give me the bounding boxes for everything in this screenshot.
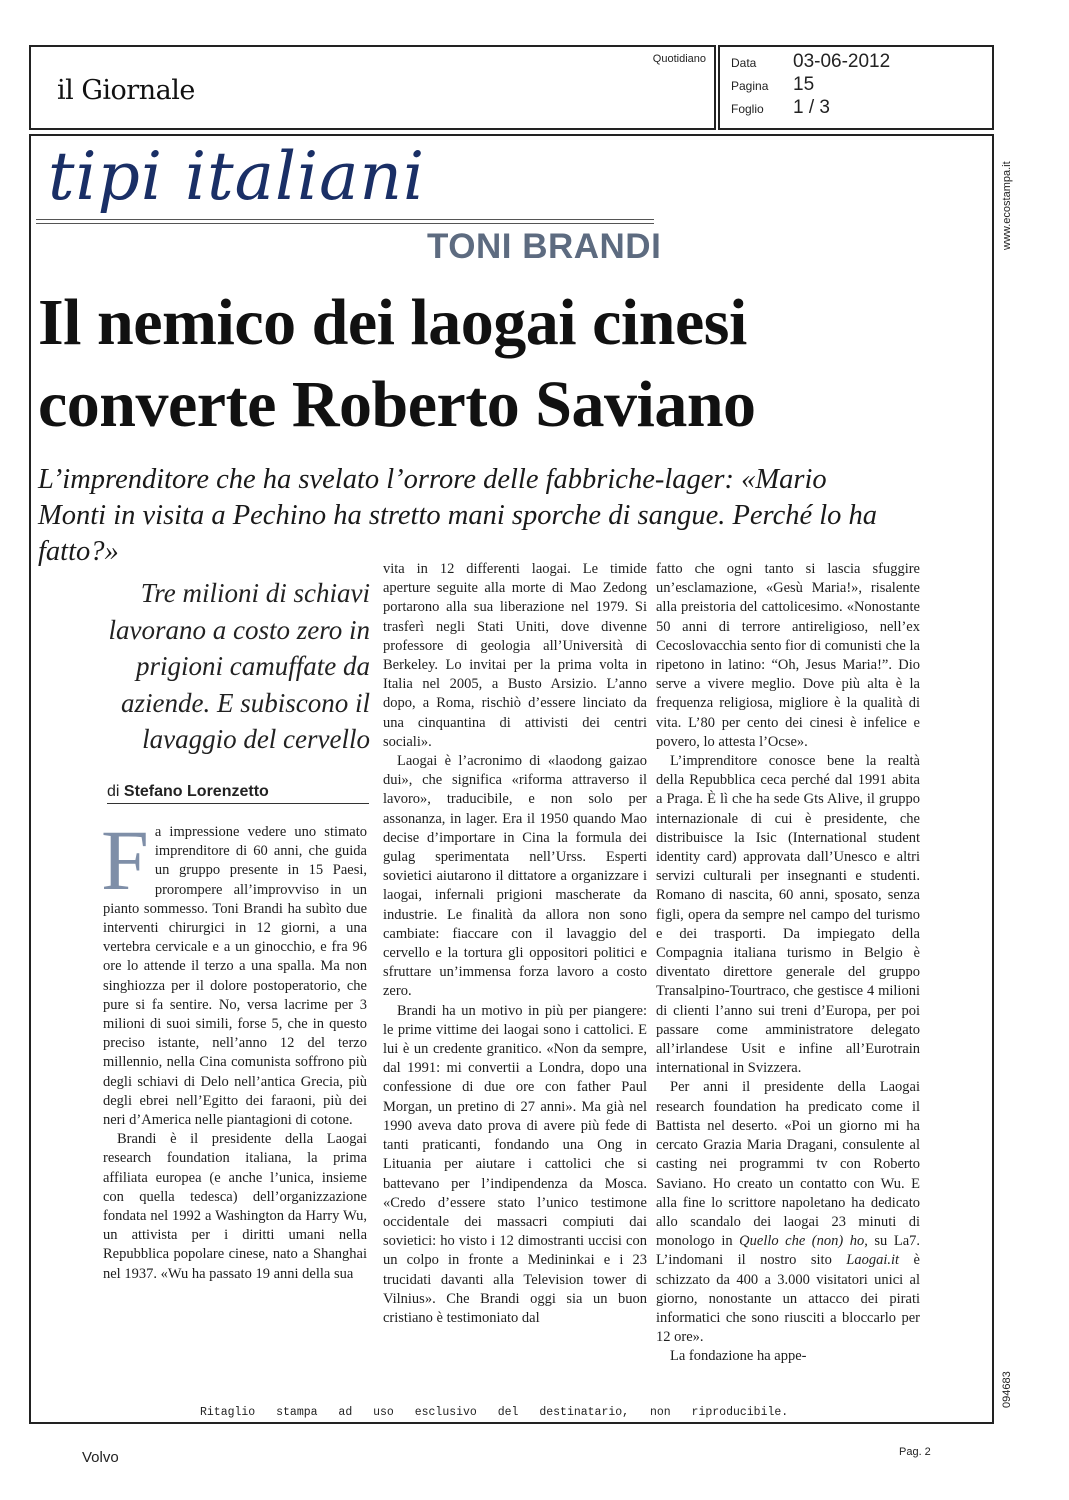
meta-page: [731, 74, 814, 96]
client-name: Volvo: [82, 1449, 119, 1466]
article-subject: TONI BRANDI: [427, 227, 662, 266]
page-value: 15: [793, 74, 815, 95]
paragraph: fatto che ogni tanto si lascia sfuggire un’esclamazione, «Gesù Maria!», risalente alla preistoria del cattolicesimo. «Nonostante 50 anni di terrore antireligioso, nell’ex Cecoslovacchia sento fior di comunisti che la ripetono in latino: “Oh, Jesus Maria!”. Dio serve a vivere meglio. Dove più alta è la frequenza religiosa, migliore è la qualità di vita. L’80 per cento dei cinesi è infelice e povero, lo attesta l’Ocse».: [656, 561, 920, 750]
date-value: 03-06-2012: [793, 51, 891, 72]
byline-author: Stefano Lorenzetto: [123, 783, 269, 800]
side-code: 094683: [1001, 1371, 1013, 1408]
periodicity-label: Quotidiano: [652, 53, 706, 65]
tv-show-title: Quello che (non) ho: [739, 1233, 865, 1250]
headline-line-2: converte Roberto Saviano: [38, 368, 756, 441]
meta-sheet: [731, 97, 830, 119]
kicker-rule-2: [36, 223, 654, 224]
page-label: Pagina: [731, 79, 769, 93]
byline-rule: [107, 803, 369, 804]
drop-cap: F: [101, 812, 149, 908]
text-column-2: [383, 560, 647, 1328]
page-number: Pag. 2: [899, 1446, 931, 1458]
kicker-rule: [36, 219, 654, 220]
paragraph: vita in 12 differenti laogai. Le timide aperture seguite alla morte di Mao Zedong portarono alla sua liberazione nel 1979. Si trasferì negli Stati Uniti, dove divenne professore di geologia all’Università di Berkeley. Lo invitai per la prima volta in Italia nel 2005, a Busto Arsizio. L’anno dopo, a Roma, rischiò d’essere linciato da una cinquantina di attivisti dei centri sociali».: [383, 561, 647, 750]
paragraph: Brandi ha un motivo in più per piangere: le prime vittime dei laogai sono i cattolici. E lui è un credente granitico. «Non da sempre, dal 1991: mi convertii a Londra, dopo una confessione di due ore con father Paul Morgan, un pretino di 27 anni». Ma già nel 1990 aveva dato prova di avere più fede di tanti praticanti, fondando una Ong in Lituania per aiutare i cattolici che si battevano per l’indipendenza da Mosca. «Credo d’essere stato l’unico testimone occidentale dei massacri compiuti dai sovietici: ho visto i 12 dimostranti uccisi con un colpo in fronte a Medininkai e i 23 trucidati davanti alla Television tower di Vilnius». Che Brandi oggi sia un buon cristiano è testimoniato dal: [383, 1002, 647, 1326]
meta-date: [731, 51, 890, 73]
newspaper-masthead: il Giornale: [57, 75, 195, 106]
headline-line-1: Il nemico dei laogai cinesi: [38, 286, 747, 359]
paragraph: Fa impressione vedere uno stimato imprenditore di 60 anni, che guida un gruppo presente in 15 Paesi, prorompere all’improvviso in un pianto sommesso. Toni Brandi ha subìto due interventi chirurgici in 12 giorni, a una vertebra cervicale e a un ginocchio, e fra 96 ore lo attende il terzo a una spalla. Ma non singhiozza per il dolore postoperatorio, che pure si fa sentire. No, versa lacrime per 3 milioni di suoi simili, forse 5, che in questo preciso istante, nell’anno 12 del terzo millennio, nella Cina comunista soffrono più degli schiavi di Delo nell’antica Grecia, più degli ebrei nell’Egitto dei faraoni, più dei neri d’America nelle piantagioni di cotone.: [101, 812, 367, 1129]
pull-quote: Tre milioni di schiavi lavorano a costo zero in prigioni camuffate da aziende. E subiscono il lavaggio del cervello: [108, 578, 370, 754]
paragraph: Brandi è il presidente della Laogai research foundation italiana, la prima affiliata europea (e anche l’unica, insieme con quella tedesca) dell’organizzazione fondata nel 1992 a Washington da Harry Wu, un attivista per i diritti umani nella Repubblica popolare cinese, nato a Shanghai nel 1937. «Wu ha passato 19 anni della sua: [103, 1131, 367, 1282]
byline-prefix: di: [107, 783, 120, 800]
date-label: Data: [731, 56, 757, 70]
masthead-box: [29, 45, 716, 130]
headline: [38, 282, 756, 446]
sheet-value: 1 / 3: [793, 97, 830, 118]
section-kicker: tipi italiani: [48, 138, 426, 215]
side-url: www.ecostampa.it: [1001, 161, 1013, 250]
byline: [107, 783, 269, 801]
sheet-label: Foglio: [731, 102, 764, 116]
paragraph: Per anni il presidente della Laogai research foundation ha predicato come il Battista nel deserto. «Poi un giorno mi ha cercato Grazia Maria Dragani, consulente al casting nei programmi tv con Roberto Saviano. Ho creato un contatto con Wu. E alla fine lo scrittore napoletano ha dedicato allo scandalo dei laogai 23 minuti di monologo in Quello che (non) ho, su La7. L’indomani il nostro sito Laogai.it è schizzato da 400 a 3.000 visitatori unici al giorno, nonostante un attacco dei pirati informatici che sono riusciti a bloccarlo per 12 ore».: [656, 1079, 920, 1346]
reproduction-notice: Ritaglio stampa ad uso esclusivo del destinatario, non riproducibile.: [200, 1406, 789, 1419]
paragraph: La fondazione ha appe-: [670, 1348, 807, 1365]
standfirst: L’imprenditore che ha svelato l’orrore delle fabbriche-lager: «Mario Monti in visita a Pechino ha stretto mani sporche di sangue. Perché lo ha fatto?»: [38, 464, 878, 567]
website-name: Laogai.it: [846, 1252, 900, 1269]
text-column-3: [656, 560, 920, 1367]
paragraph: L’imprenditore conosce bene la realtà della Repubblica ceca perché dal 1991 abita a Praga. È lì che ha sede Gts Alive, il gruppo internazionale di cui è presidente, che distribuisce la Isic (International student identity card) approvata dall’Unesco e altri servizi culturali per insegnanti e studenti. Romano di nascita, 60 anni, sposato, senza figli, opera da sempre nel campo del turismo e dei trasporti. Da impiegato della Compagnia italiana turismo in Belgio è diventato direttore generale del gruppo Transalpino-Tourtraco, che gestisce 4 milioni di clienti l’anno sui treni d’Europa, per poi passare come amministratore delegato all’irlandese Usit e infine all’Eurotrain international in Svizzera.: [656, 753, 920, 1077]
text-column-1: [101, 812, 367, 1284]
paragraph: Laogai è l’acronimo di «laodong gaizao dui», che significa «riforma attraverso il lavoro», traducibile, e non solo per assonanza, in lager. Era il 1950 quando Mao decise d’importare in Cina la formula dei gulag sperimentata nell’Urss. Esperti sovietici aiutarono il dittatore a organizzare i laogai, infernali prigioni mascherate da industrie. Le finalità da allora non sono cambiate: fiaccare con il lavaggio del cervello e la tortura gli oppositori politici e sfruttare un’immensa forza lavoro a costo zero.: [383, 753, 647, 1000]
clipping-meta-box: [718, 45, 994, 130]
